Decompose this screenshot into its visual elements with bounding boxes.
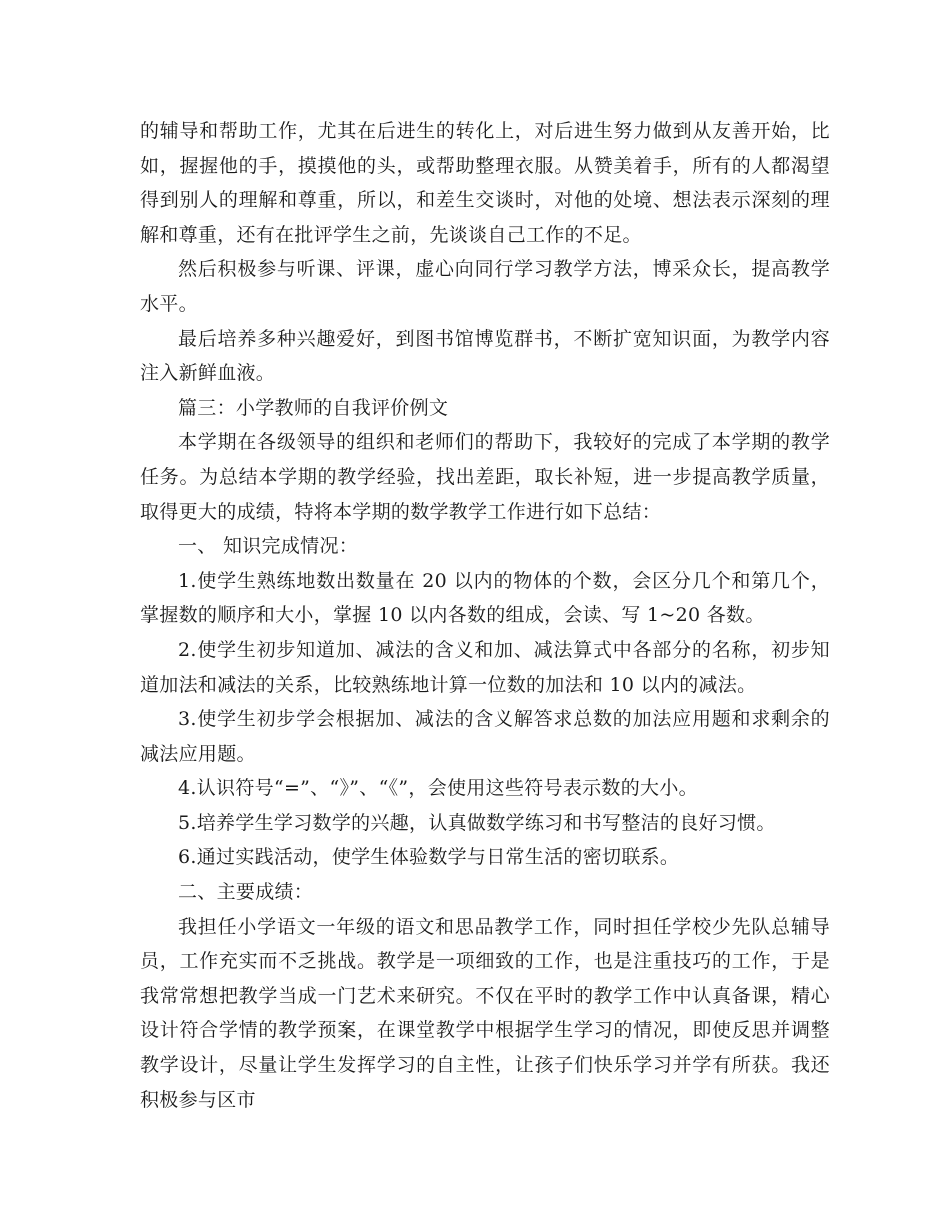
paragraph: 最后培养多种兴趣爱好，到图书馆博览群书，不断扩宽知识面，为教学内容注入新鲜血液。 bbox=[140, 327, 830, 385]
list-item: 4.认识符号“=”、“》”、“《”，会使用这些符号表示数的大小。 bbox=[178, 777, 698, 800]
paragraph: 我担任小学语文一年级的语文和思品教学工作，同时担任学校少先队总辅导员，工作充实而不乏挑战。教学是一项细致的工作，也是注重技巧的工作，于是我常常想把教学当成一门艺术来研究。不仅在平时的教学工作中认真备课，精心设计符合学情的教学预案，在课堂教学中根据学生学习的情况，即使反思并调整教学设计，尽量让学生发挥学习的自主性，让孩子们快乐学习并学有所获。我还积极参与区市 bbox=[140, 915, 830, 1111]
paragraph: 然后积极参与听课、评课，虚心向同行学习教学方法，博采众长，提高教学水平。 bbox=[140, 258, 830, 315]
document-body bbox=[140, 114, 830, 1117]
list-item: 5.培养学生学习数学的兴趣，认真做数学练习和书写整洁的良好习惯。 bbox=[178, 811, 776, 834]
list-item: 1.使学生熟练地数出数量在 20 以内的物体的个数，会区分几个和第几个，掌握数的顺序和大小，掌握 10 以内各数的组成，会读、写 1~20 各数。 bbox=[140, 569, 830, 627]
section-heading: 篇三：小学教师的自我评价例文 bbox=[178, 396, 449, 419]
list-item: 6.通过实践活动，使学生体验数学与日常生活的密切联系。 bbox=[178, 846, 680, 869]
subsection-heading: 二、主要成绩： bbox=[178, 881, 314, 904]
paragraph: 本学期在各级领导的组织和老师们的帮助下，我较好的完成了本学期的教学任务。为总结本学期的教学经验，找出差距，取长补短，进一步提高教学质量，取得更大的成绩，特将本学期的数学教学工作进行如下总结： bbox=[140, 431, 830, 523]
list-item: 2.使学生初步知道加、减法的含义和加、减法算式中各部分的名称，初步知道加法和减法的关系，比较熟练地计算一位数的加法和 10 以内的减法。 bbox=[140, 638, 830, 696]
list-item: 3.使学生初步学会根据加、减法的含义解答求总数的加法应用题和求剩余的减法应用题。 bbox=[140, 708, 830, 765]
paragraph-continuation: 的辅导和帮助工作，尤其在后进生的转化上，对后进生努力做到从友善开始，比如，握握他的手，摸摸他的头，或帮助整理衣服。从赞美着手，所有的人都渴望得到别人的理解和尊重，所以，和差生交谈时，对他的处境、想法表示深刻的理解和尊重，还有在批评学生之前，先谈谈自己工作的不足。 bbox=[140, 120, 830, 246]
subsection-heading: 一、 知识完成情况： bbox=[178, 535, 359, 558]
